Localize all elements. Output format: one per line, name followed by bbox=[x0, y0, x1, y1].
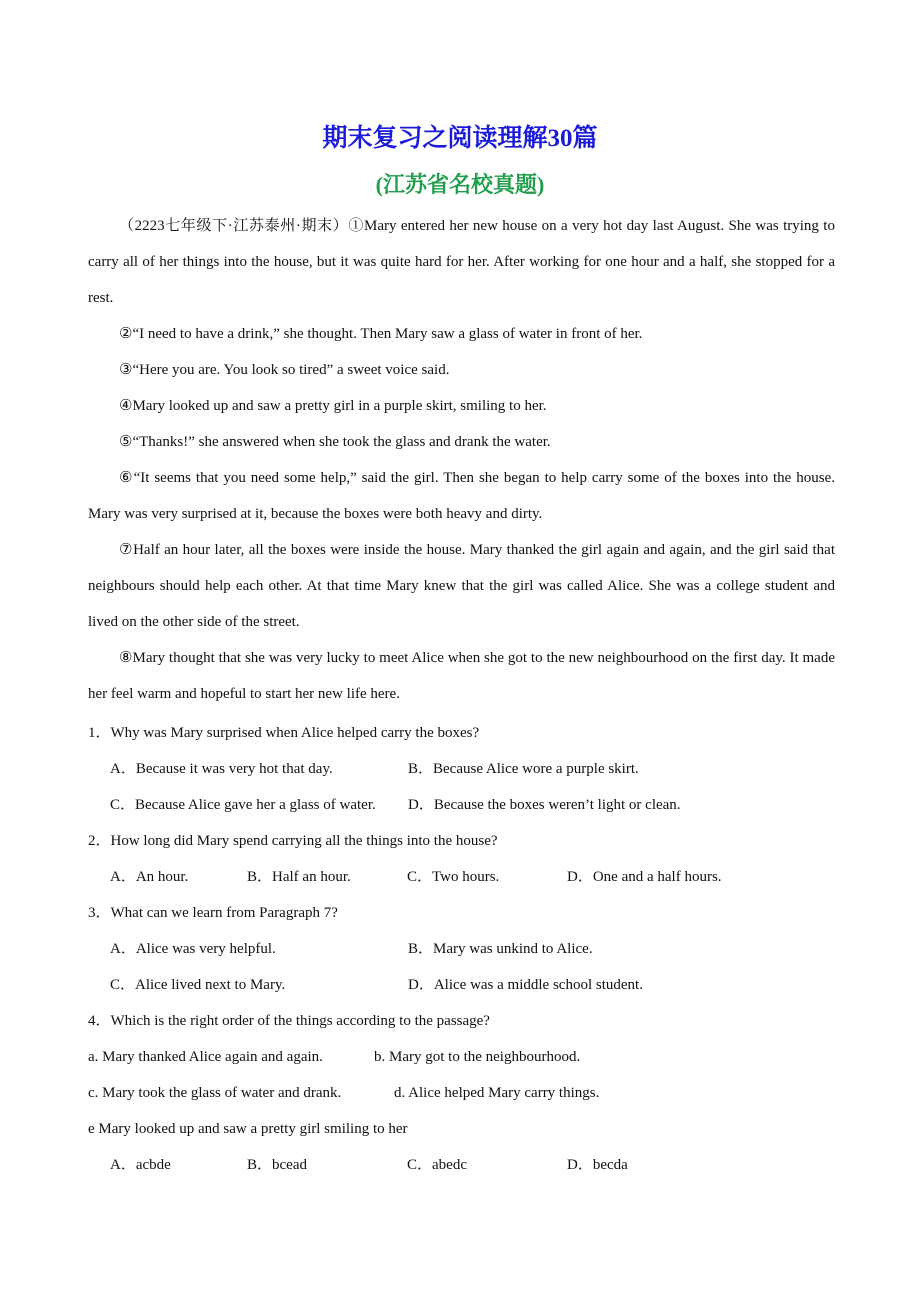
option-c[interactable]: C．abedc bbox=[407, 1157, 467, 1173]
question-1-text: 1．Why was Mary surprised when Alice helped carry the boxes? bbox=[88, 725, 480, 741]
option-c[interactable]: C．Alice lived next to Mary. bbox=[110, 977, 286, 993]
question-2-options bbox=[88, 859, 835, 895]
event-e: e Mary looked up and saw a pretty girl smiling to her bbox=[88, 1121, 408, 1137]
option-c[interactable]: C．Two hours. bbox=[407, 869, 500, 885]
question-4-events bbox=[88, 1039, 835, 1075]
option-b[interactable]: B．Because Alice wore a purple skirt. bbox=[408, 761, 639, 777]
question-4-events bbox=[88, 1075, 835, 1111]
reading-passage bbox=[88, 208, 835, 712]
question-3-options bbox=[88, 931, 835, 967]
passage-paragraph: ⑧Mary thought that she was very lucky to meet Alice when she got to the new neighbourhood on the first day. It made her feel warm and hopeful to start her new life here. bbox=[88, 650, 835, 702]
passage-paragraph: ⑦Half an hour later, all the boxes were inside the house. Mary thanked the girl again and again, and the girl said that neighbours should help each other. At that time Mary knew that the girl was called Alice. She was a college student and lived on the other side of the street. bbox=[88, 542, 835, 630]
option-b[interactable]: B．Half an hour. bbox=[247, 869, 351, 885]
option-a[interactable]: A．An hour. bbox=[110, 869, 189, 885]
option-b[interactable]: B．bcead bbox=[247, 1157, 307, 1173]
question-3-options bbox=[88, 967, 835, 1003]
option-a[interactable]: A．Because it was very hot that day. bbox=[110, 761, 333, 777]
question-list bbox=[88, 715, 835, 1183]
passage-paragraph: ⑤“Thanks!” she answered when she took the glass and drank the water. bbox=[119, 434, 551, 450]
passage-paragraph: （2223七年级下·江苏泰州·期末）①Mary entered her new house on a very hot day last August. She was trying to carry all of her things into the house, but it was quite hard for her. After working for one hour and a half, she stopped for a rest. bbox=[88, 218, 835, 306]
option-d[interactable]: D．Alice was a middle school student. bbox=[408, 977, 643, 993]
question-1-options bbox=[88, 787, 835, 823]
event-a: a. Mary thanked Alice again and again. bbox=[88, 1049, 323, 1065]
passage-paragraph: ④Mary looked up and saw a pretty girl in a purple skirt, smiling to her. bbox=[119, 398, 547, 414]
option-c[interactable]: C．Because Alice gave her a glass of water. bbox=[110, 797, 376, 813]
question-4-events bbox=[88, 1111, 835, 1147]
option-a[interactable]: A．Alice was very helpful. bbox=[110, 941, 276, 957]
option-a[interactable]: A．acbde bbox=[110, 1157, 171, 1173]
page-subtitle: (江苏省名校真题) bbox=[375, 172, 545, 197]
passage-source: （2223七年级下·江苏泰州·期末） bbox=[119, 218, 349, 234]
event-c: c. Mary took the glass of water and drank. bbox=[88, 1085, 342, 1101]
option-d[interactable]: D．One and a half hours. bbox=[567, 869, 722, 885]
page-title: 期末复习之阅读理解30篇 bbox=[322, 125, 598, 152]
question-4-text: 4．Which is the right order of the things according to the passage? bbox=[88, 1013, 490, 1029]
option-d[interactable]: D．Because the boxes weren’t light or clean. bbox=[408, 797, 681, 813]
question-4-options bbox=[88, 1147, 835, 1183]
question-1-options bbox=[88, 751, 835, 787]
passage-paragraph: ⑥“It seems that you need some help,” said the girl. Then she began to help carry some of the boxes into the house. Mary was very surprised at it, because the boxes were both heavy and dirty. bbox=[88, 470, 835, 522]
passage-paragraph: ③“Here you are. You look so tired” a sweet voice said. bbox=[119, 362, 450, 378]
option-b[interactable]: B．Mary was unkind to Alice. bbox=[408, 941, 593, 957]
passage-paragraph: ②“I need to have a drink,” she thought. Then Mary saw a glass of water in front of her. bbox=[119, 326, 643, 342]
question-3-text: 3．What can we learn from Paragraph 7? bbox=[88, 905, 338, 921]
question-2-text: 2．How long did Mary spend carrying all the things into the house? bbox=[88, 833, 498, 849]
event-b: b. Mary got to the neighbourhood. bbox=[374, 1049, 581, 1065]
event-d: d. Alice helped Mary carry things. bbox=[394, 1085, 600, 1101]
option-d[interactable]: D．becda bbox=[567, 1157, 628, 1173]
